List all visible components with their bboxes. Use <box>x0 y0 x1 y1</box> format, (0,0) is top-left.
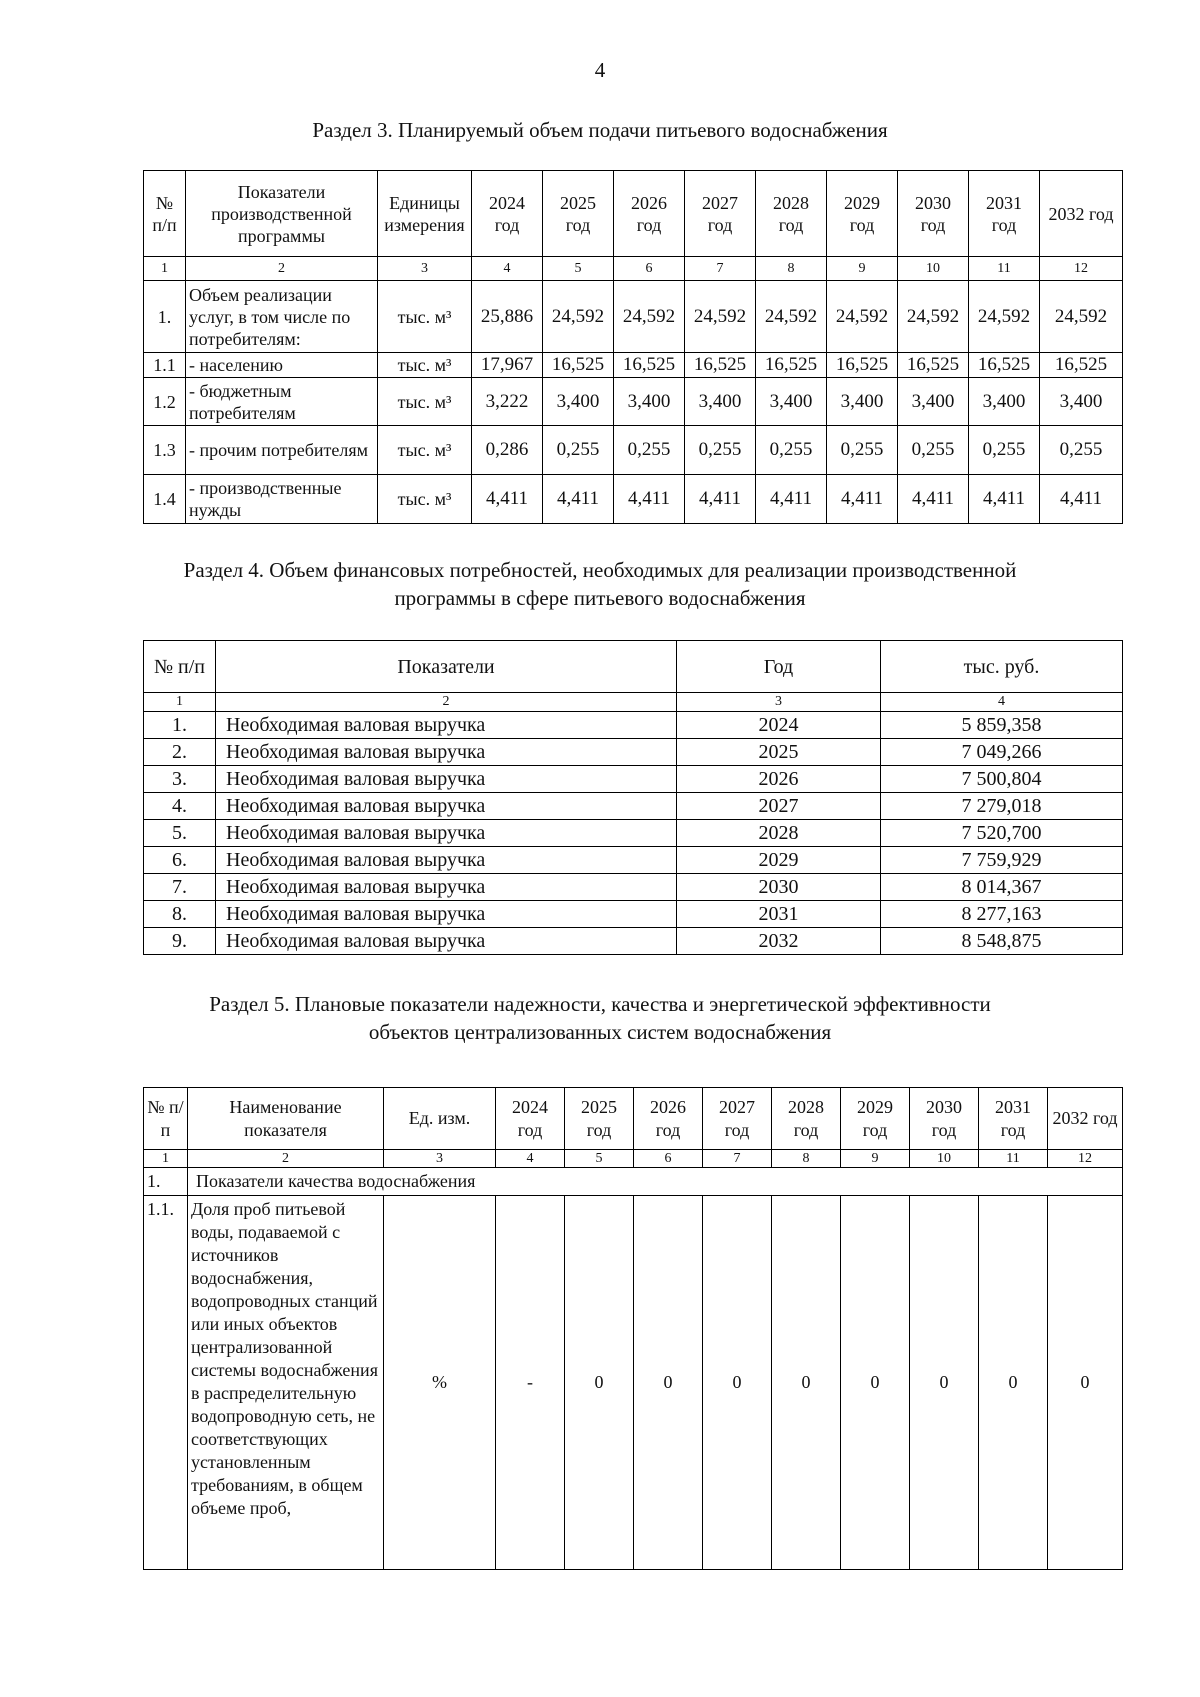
section-4-table <box>143 640 1123 955</box>
amount-cell: 8 548,875 <box>881 928 1123 955</box>
year-cell: 2030 <box>677 874 881 901</box>
value-cell: 16,525 <box>543 353 614 378</box>
header-cell: 2031 год <box>969 171 1040 257</box>
row-number-cell: 6. <box>144 847 216 874</box>
column-number-row <box>144 257 1123 281</box>
value-cell: 4,411 <box>756 475 827 524</box>
indicator-name-cell: Необходимая валовая выручка <box>216 712 677 739</box>
column-number-cell: 1 <box>144 257 186 281</box>
value-cell: - <box>496 1196 565 1570</box>
value-cell: 4,411 <box>898 475 969 524</box>
value-cell: 4,411 <box>685 475 756 524</box>
indicator-name-cell: - производственные нужды <box>186 475 378 524</box>
value-cell: 4,411 <box>472 475 543 524</box>
column-number-cell: 3 <box>378 257 472 281</box>
column-number-cell: 8 <box>756 257 827 281</box>
value-cell: 0 <box>1048 1196 1123 1570</box>
value-cell: 3,400 <box>898 378 969 426</box>
value-cell: 24,592 <box>827 281 898 353</box>
table-row <box>144 793 1123 820</box>
header-cell: 2026 год <box>614 171 685 257</box>
value-cell: 3,400 <box>756 378 827 426</box>
column-number-cell: 9 <box>841 1150 910 1168</box>
table-row <box>144 712 1123 739</box>
column-number-cell: 8 <box>772 1150 841 1168</box>
unit-cell: тыс. м³ <box>378 281 472 353</box>
row-number-cell: 1. <box>144 281 186 353</box>
group-row <box>144 1168 1123 1196</box>
table-row <box>144 739 1123 766</box>
table-row <box>144 475 1123 524</box>
header-cell: 2024 год <box>496 1088 565 1150</box>
value-cell: 0 <box>634 1196 703 1570</box>
unit-cell: % <box>384 1196 496 1570</box>
column-number-cell: 3 <box>677 693 881 712</box>
column-number-cell: 6 <box>634 1150 703 1168</box>
page-number: 4 <box>594 58 606 82</box>
table-row <box>144 378 1123 426</box>
column-number-cell: 7 <box>685 257 756 281</box>
column-number-cell: 6 <box>614 257 685 281</box>
value-cell: 16,525 <box>1040 353 1123 378</box>
header-cell: 2029 год <box>841 1088 910 1150</box>
row-number-cell: 2. <box>144 739 216 766</box>
value-cell: 0,255 <box>756 426 827 475</box>
year-cell: 2031 <box>677 901 881 928</box>
value-cell: 16,525 <box>969 353 1040 378</box>
header-cell: 2026 год <box>634 1088 703 1150</box>
column-number-cell: 7 <box>703 1150 772 1168</box>
table-row <box>144 426 1123 475</box>
value-cell: 17,967 <box>472 353 543 378</box>
header-cell: Наименование показателя <box>188 1088 384 1150</box>
value-cell: 16,525 <box>685 353 756 378</box>
value-cell: 16,525 <box>756 353 827 378</box>
column-number-cell: 3 <box>384 1150 496 1168</box>
header-cell: 2028 год <box>772 1088 841 1150</box>
column-number-cell: 10 <box>898 257 969 281</box>
column-number-cell: 12 <box>1040 257 1123 281</box>
section-5-heading-line-2: объектов централизованных систем водоснабжения <box>368 1020 832 1044</box>
column-number-row <box>144 1150 1123 1168</box>
header-cell: 2030 год <box>898 171 969 257</box>
column-number-cell: 4 <box>496 1150 565 1168</box>
amount-cell: 7 049,266 <box>881 739 1123 766</box>
unit-cell: тыс. м³ <box>378 426 472 475</box>
amount-cell: 7 759,929 <box>881 847 1123 874</box>
indicator-name-cell: - населению <box>186 353 378 378</box>
row-number-cell: 1.1 <box>144 353 186 378</box>
table-row <box>144 353 1123 378</box>
column-number-cell: 1 <box>144 693 216 712</box>
amount-cell: 7 500,804 <box>881 766 1123 793</box>
year-cell: 2025 <box>677 739 881 766</box>
value-cell: 0,255 <box>614 426 685 475</box>
value-cell: 4,411 <box>827 475 898 524</box>
header-cell: № п/п <box>144 641 216 693</box>
indicator-name-cell: - прочим потребителям <box>186 426 378 475</box>
header-cell: 2032 год <box>1040 171 1123 257</box>
column-number-cell: 5 <box>565 1150 634 1168</box>
value-cell: 25,886 <box>472 281 543 353</box>
value-cell: 0 <box>841 1196 910 1570</box>
header-cell: Единицы измерения <box>378 171 472 257</box>
value-cell: 4,411 <box>614 475 685 524</box>
value-cell: 3,400 <box>685 378 756 426</box>
table-header-row <box>144 1088 1123 1150</box>
value-cell: 3,400 <box>614 378 685 426</box>
indicator-name-cell: Необходимая валовая выручка <box>216 820 677 847</box>
header-cell: 2032 год <box>1048 1088 1123 1150</box>
group-label-cell: Показатели качества водоснабжения <box>188 1168 1123 1196</box>
value-cell: 24,592 <box>543 281 614 353</box>
year-cell: 2032 <box>677 928 881 955</box>
column-number-cell: 12 <box>1048 1150 1123 1168</box>
value-cell: 0,286 <box>472 426 543 475</box>
value-cell: 0,255 <box>969 426 1040 475</box>
value-cell: 4,411 <box>543 475 614 524</box>
indicator-name-cell: Необходимая валовая выручка <box>216 874 677 901</box>
section-4-heading-line-2: программы в сфере питьевого водоснабжения <box>394 586 806 610</box>
header-cell: 2025 год <box>565 1088 634 1150</box>
value-cell: 3,400 <box>827 378 898 426</box>
section-5-heading-line-1: Раздел 5. Плановые показатели надежности, качества и энергетической эффективности <box>209 992 991 1016</box>
value-cell: 24,592 <box>685 281 756 353</box>
column-number-cell: 11 <box>979 1150 1048 1168</box>
year-cell: 2027 <box>677 793 881 820</box>
header-cell: Год <box>677 641 881 693</box>
column-number-cell: 11 <box>969 257 1040 281</box>
table-row <box>144 874 1123 901</box>
section-3-heading: Раздел 3. Планируемый объем подачи питьевого водоснабжения <box>312 118 888 142</box>
value-cell: 24,592 <box>969 281 1040 353</box>
header-cell: 2024 год <box>472 171 543 257</box>
value-cell: 4,411 <box>969 475 1040 524</box>
value-cell: 16,525 <box>827 353 898 378</box>
header-cell: Показатели производственной программы <box>186 171 378 257</box>
header-cell: 2028 год <box>756 171 827 257</box>
header-cell: Показатели <box>216 641 677 693</box>
row-number-cell: 5. <box>144 820 216 847</box>
column-number-cell: 2 <box>186 257 378 281</box>
amount-cell: 5 859,358 <box>881 712 1123 739</box>
value-cell: 24,592 <box>898 281 969 353</box>
section-4-heading-line-1: Раздел 4. Объем финансовых потребностей, необходимых для реализации производственной <box>183 558 1017 582</box>
column-number-cell: 4 <box>472 257 543 281</box>
row-number-cell: 1.4 <box>144 475 186 524</box>
value-cell: 0,255 <box>1040 426 1123 475</box>
indicator-name-cell: - бюджетным потребителям <box>186 378 378 426</box>
indicator-name-cell: Необходимая валовая выручка <box>216 739 677 766</box>
value-cell: 0 <box>565 1196 634 1570</box>
value-cell: 0,255 <box>827 426 898 475</box>
value-cell: 24,592 <box>756 281 827 353</box>
column-number-cell: 2 <box>188 1150 384 1168</box>
value-cell: 0,255 <box>685 426 756 475</box>
header-cell: Ед. изм. <box>384 1088 496 1150</box>
header-cell: 2025 год <box>543 171 614 257</box>
table-row <box>144 820 1123 847</box>
table-row <box>144 928 1123 955</box>
table-row <box>144 1196 1123 1570</box>
value-cell: 0 <box>772 1196 841 1570</box>
table-row <box>144 281 1123 353</box>
value-cell: 24,592 <box>1040 281 1123 353</box>
row-number-cell: 1.2 <box>144 378 186 426</box>
value-cell: 4,411 <box>1040 475 1123 524</box>
year-cell: 2026 <box>677 766 881 793</box>
value-cell: 0 <box>703 1196 772 1570</box>
header-cell: № п/п <box>144 171 186 257</box>
header-cell: тыс. руб. <box>881 641 1123 693</box>
value-cell: 3,400 <box>543 378 614 426</box>
year-cell: 2028 <box>677 820 881 847</box>
indicator-name-cell: Необходимая валовая выручка <box>216 901 677 928</box>
indicator-name-cell: Необходимая валовая выручка <box>216 766 677 793</box>
amount-cell: 8 277,163 <box>881 901 1123 928</box>
header-cell: 2029 год <box>827 171 898 257</box>
amount-cell: 7 520,700 <box>881 820 1123 847</box>
value-cell: 16,525 <box>898 353 969 378</box>
value-cell: 3,222 <box>472 378 543 426</box>
row-number-cell: 9. <box>144 928 216 955</box>
row-number-cell: 1. <box>144 712 216 739</box>
row-number-cell: 4. <box>144 793 216 820</box>
indicator-name-cell: Необходимая валовая выручка <box>216 847 677 874</box>
value-cell: 3,400 <box>1040 378 1123 426</box>
value-cell: 0 <box>910 1196 979 1570</box>
indicator-name-cell: Необходимая валовая выручка <box>216 928 677 955</box>
column-number-cell: 1 <box>144 1150 188 1168</box>
table-header-row <box>144 641 1123 693</box>
unit-cell: тыс. м³ <box>378 475 472 524</box>
row-number-cell: 8. <box>144 901 216 928</box>
amount-cell: 7 279,018 <box>881 793 1123 820</box>
value-cell: 0,255 <box>543 426 614 475</box>
unit-cell: тыс. м³ <box>378 353 472 378</box>
table-row <box>144 847 1123 874</box>
table-header-row <box>144 171 1123 257</box>
amount-cell: 8 014,367 <box>881 874 1123 901</box>
indicator-name-cell: Необходимая валовая выручка <box>216 793 677 820</box>
column-number-cell: 4 <box>881 693 1123 712</box>
row-number-cell: 1.1. <box>144 1196 188 1570</box>
indicator-name-cell: Доля проб питьевой воды, подаваемой с источников водоснабжения, водопроводных станций или иных объектов централизованной системы водоснабжения в распределительную водопроводную сеть, не соответствующих установленным требованиям, в общем объеме проб, <box>188 1196 384 1570</box>
value-cell: 0 <box>979 1196 1048 1570</box>
column-number-cell: 10 <box>910 1150 979 1168</box>
header-cell: 2027 год <box>685 171 756 257</box>
header-cell: 2031 год <box>979 1088 1048 1150</box>
column-number-cell: 5 <box>543 257 614 281</box>
section-5-table <box>143 1087 1123 1570</box>
indicator-name-cell: Объем реализации услуг, в том числе по потребителям: <box>186 281 378 353</box>
header-cell: 2030 год <box>910 1088 979 1150</box>
header-cell: № п/п <box>144 1088 188 1150</box>
table-row <box>144 766 1123 793</box>
column-number-cell: 9 <box>827 257 898 281</box>
unit-cell: тыс. м³ <box>378 378 472 426</box>
row-number-cell: 1.3 <box>144 426 186 475</box>
year-cell: 2029 <box>677 847 881 874</box>
group-number-cell: 1. <box>144 1168 188 1196</box>
value-cell: 3,400 <box>969 378 1040 426</box>
column-number-cell: 2 <box>216 693 677 712</box>
row-number-cell: 3. <box>144 766 216 793</box>
value-cell: 16,525 <box>614 353 685 378</box>
year-cell: 2024 <box>677 712 881 739</box>
row-number-cell: 7. <box>144 874 216 901</box>
value-cell: 0,255 <box>898 426 969 475</box>
table-row <box>144 901 1123 928</box>
column-number-row <box>144 693 1123 712</box>
value-cell: 24,592 <box>614 281 685 353</box>
header-cell: 2027 год <box>703 1088 772 1150</box>
section-3-table <box>143 170 1123 524</box>
